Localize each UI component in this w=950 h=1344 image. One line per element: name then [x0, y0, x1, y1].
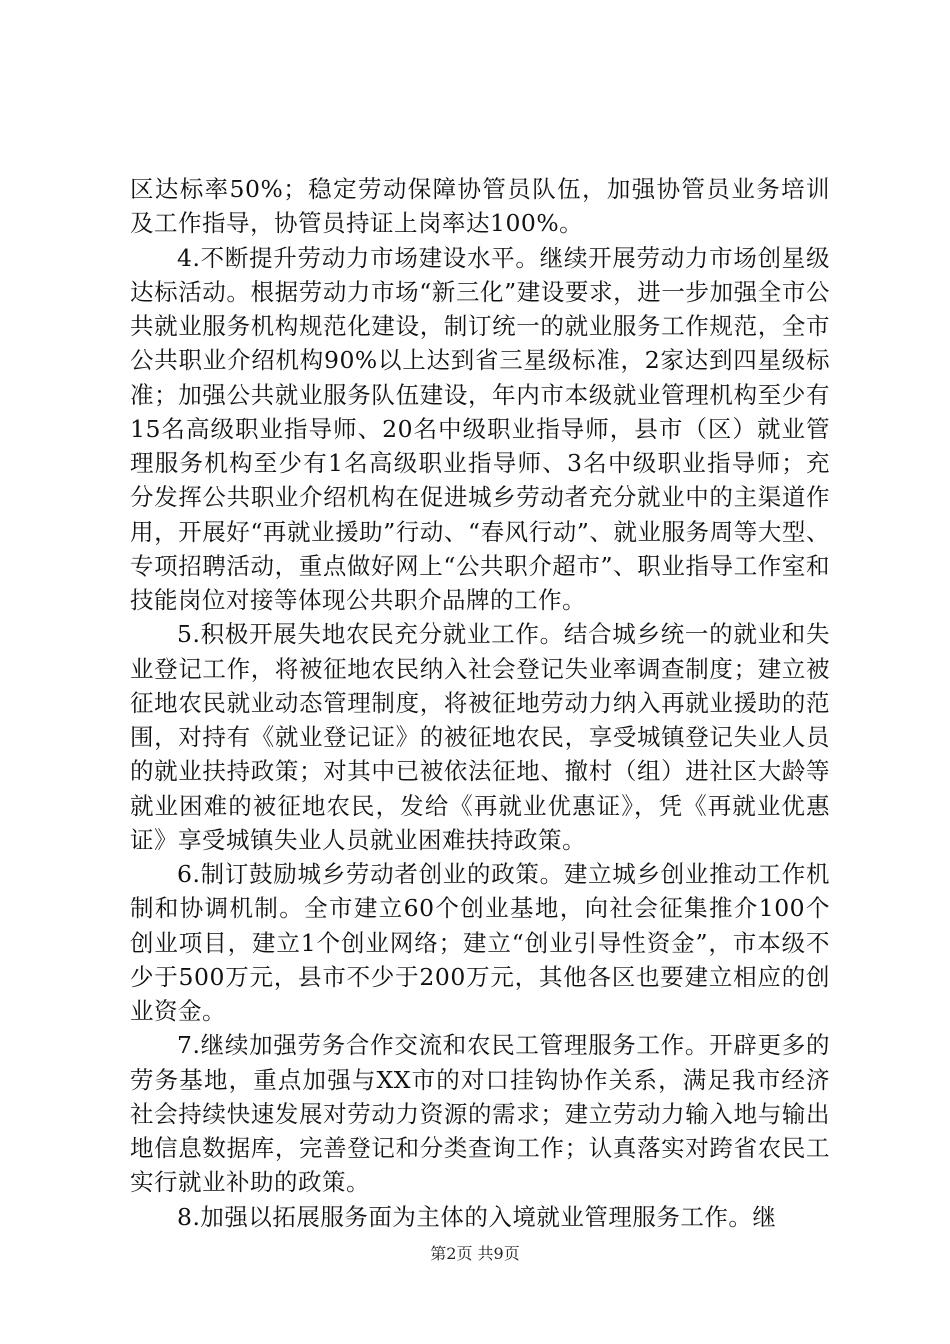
paragraph-item-4: 4.不断提升劳动力市场建设水平。继续开展劳动力市场创星级达标活动。根据劳动力市场“新三化”建设要求，进一步加强全市公共就业服务机构规范化建设，制订统一的就业服务工作规范，全市公共职业介绍机构90%以上达到省三星级标准，2家达到四星级标准；加强公共就业服务队伍建设，年内市本级就业管理机构至少有15名高级职业指导师、20名中级职业指导师，县市（区）就业管理服务机构至少有1名高级职业指导师、3名中级职业指导师；充分发挥公共职业介绍机构在促进城乡劳动者充分就业中的主渠道作用，开展好“再就业援助”行动、“春风行动”、就业服务周等大型、专项招聘活动，重点做好网上“公共职介超市”、职业指导工作室和技能岗位对接等体现公共职介品牌的工作。 [130, 243, 830, 614]
paragraph-continuation: 区达标率50%；稳定劳动保障协管员队伍，加强协管员业务培训及工作指导，协管员持证上岗率达100%。 [130, 175, 830, 238]
paragraph-item-7: 7.继续加强劳务合作交流和农民工管理服务工作。开辟更多的劳务基地，重点加强与XX市的对口挂钩协作关系，满足我市经济社会持续快速发展对劳动力资源的需求；建立劳动力输入地与输出地信息数据库，完善登记和分类查询工作；认真落实对跨省农民工实行就业补助的政策。 [130, 1031, 830, 1197]
document-body [130, 172, 830, 1234]
paragraph-item-5: 5.积极开展失地农民充分就业工作。结合城乡统一的就业和失业登记工作，将被征地农民纳入社会登记失业率调查制度；建立被征地农民就业动态管理制度，将被征地劳动力纳入再就业援助的范围，对持有《就业登记证》的被征地农民，享受城镇登记失业人员的就业扶持政策；对其中已被依法征地、撤村（组）进社区大龄等就业困难的被征地农民，发给《再就业优惠证》，凭《再就业优惠证》享受城镇失业人员就业困难扶持政策。 [130, 620, 830, 854]
page-footer: 第2页 共9页 [430, 1244, 520, 1263]
paragraph-item-6: 6.制订鼓励城乡劳动者创业的政策。建立城乡创业推动工作机制和协调机制。全市建立60个创业基地，向社会征集推介100个创业项目，建立1个创业网络；建立“创业引导性资金”，市本级不少于500万元，县市不少于200万元，其他各区也要建立相应的创业资金。 [130, 860, 830, 1025]
paragraph-item-8: 8.加强以拓展服务面为主体的入境就业管理服务工作。继 [177, 1202, 777, 1231]
